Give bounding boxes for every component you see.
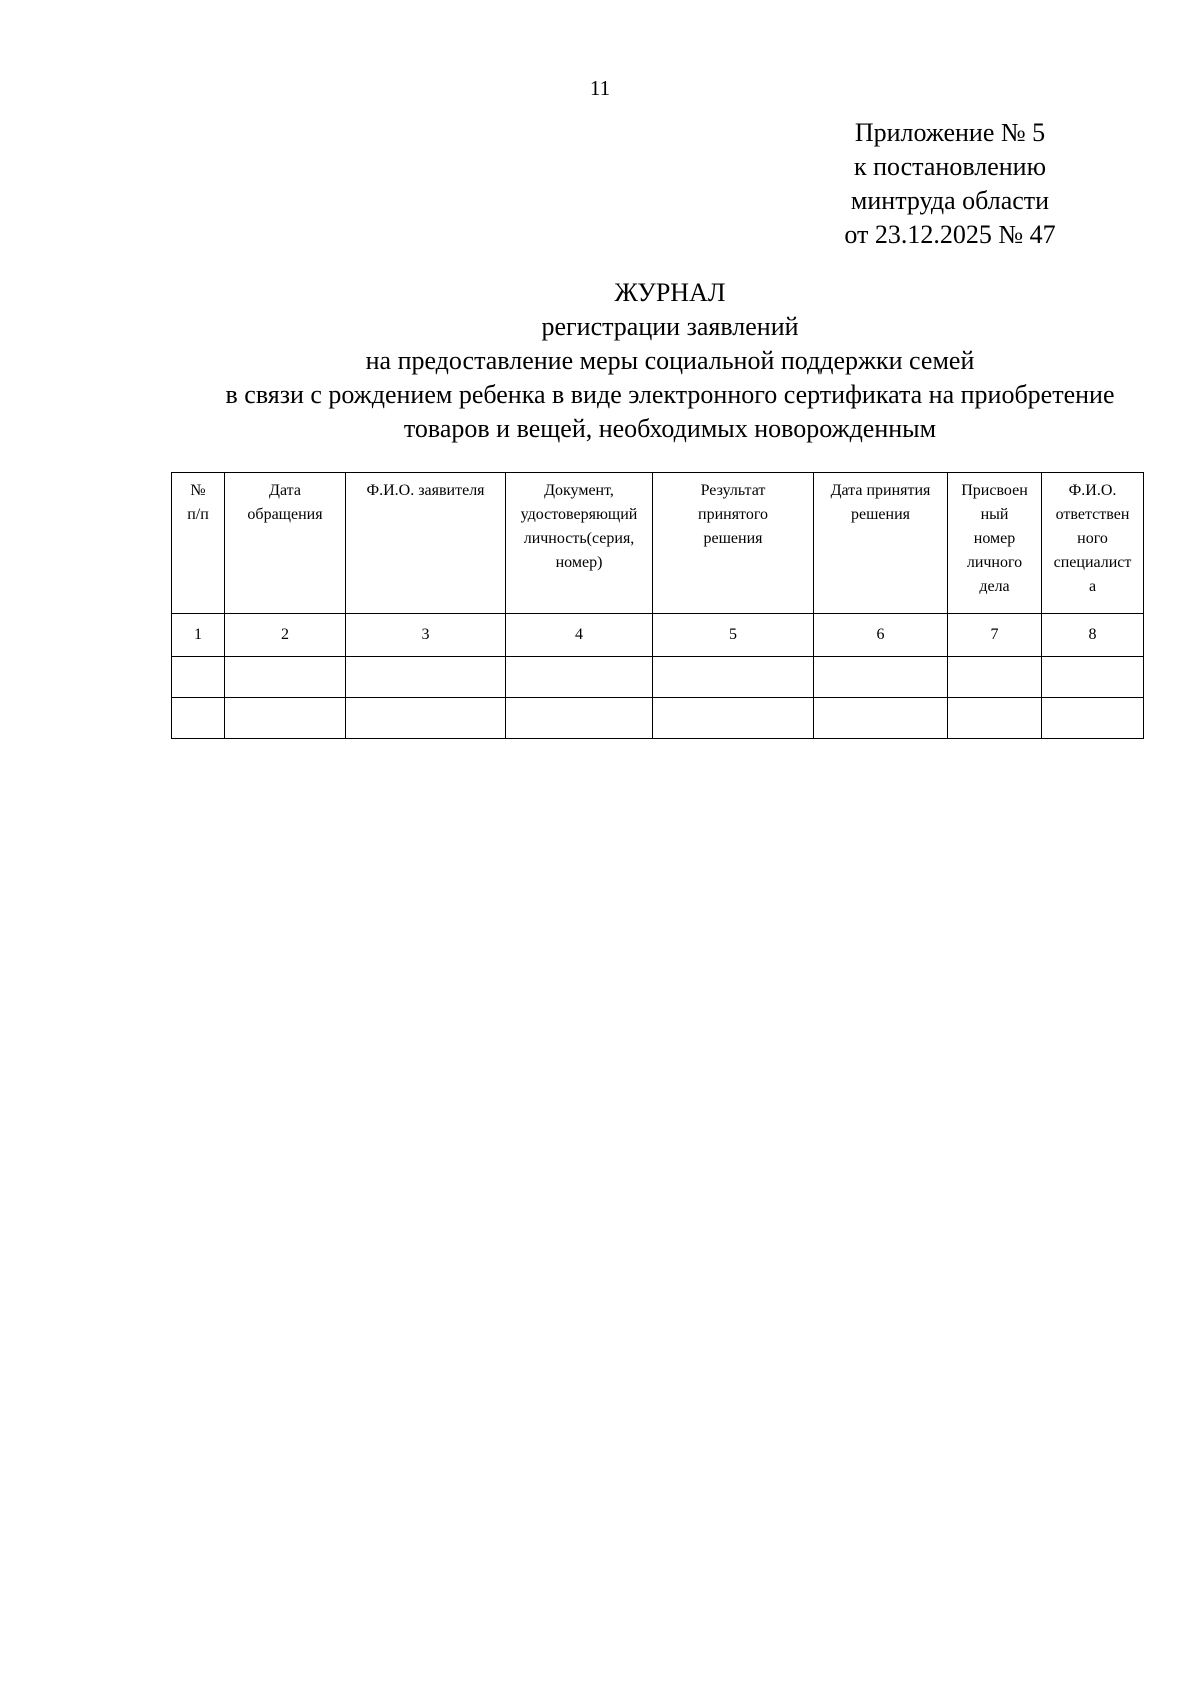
column-number-cell: 2 [225,614,346,657]
column-header-4-line-1: Документ, [544,482,614,499]
title-line-1: регистрации заявлений [541,312,799,341]
column-header-5 [653,473,814,614]
empty-cell [346,698,506,739]
column-header-2-line-2: обращения [247,506,323,523]
title-line-2: на предоставление меры социальной поддержки семей [365,346,975,375]
registration-journal-table [171,472,1144,739]
column-header-1-line-1: № [190,482,206,499]
column-number-cell: 6 [814,614,948,657]
column-header-8-line-1: Ф.И.О. [1068,482,1117,499]
empty-cell [506,657,653,698]
column-header-4 [506,473,653,614]
empty-cell [172,698,225,739]
column-header-8-line-3: ного [1077,530,1108,547]
empty-cell [506,698,653,739]
column-number-cell: 5 [653,614,814,657]
column-header-2 [225,473,346,614]
title-line-3: в связи с рождением ребенка в виде электронного сертификата на приобретение [225,380,1115,409]
column-header-7 [948,473,1042,614]
column-number-cell: 3 [346,614,506,657]
column-header-5-line-1: Результат [700,482,766,499]
column-header-8-line-2: ответствен [1055,506,1130,523]
page-number: 11 [589,76,611,100]
empty-cell [225,698,346,739]
column-header-1-line-2: п/п [187,506,209,523]
column-header-7-line-5: дела [979,578,1010,595]
column-header-1 [172,473,225,614]
column-number-cell: 7 [948,614,1042,657]
appendix-block [800,116,1100,252]
empty-cell [346,657,506,698]
empty-cell [1042,657,1144,698]
title-line-4: товаров и вещей, необходимых новорожденным [403,414,937,443]
table-header-row [172,473,1144,614]
column-header-7-line-2: ный [980,506,1009,523]
column-header-6-line-2: решения [850,506,910,523]
column-header-7-line-4: личного [966,554,1023,571]
column-header-8-line-5: а [1088,578,1097,595]
column-header-3 [346,473,506,614]
empty-cell [653,698,814,739]
empty-cell [172,657,225,698]
column-number-cell: 1 [172,614,225,657]
column-header-5-line-2: принятого [698,506,768,523]
appendix-line-1: Приложение № 5 [854,118,1046,147]
column-number-cell: 8 [1042,614,1144,657]
column-header-4-line-3: личность(серия, [523,530,635,547]
empty-cell [653,657,814,698]
title-heading: ЖУРНАЛ [614,278,726,307]
column-header-5-line-3: решения [703,530,763,547]
column-number-row [172,614,1144,657]
appendix-line-2: к постановлению [853,152,1047,181]
column-header-7-line-1: Присвоен [961,482,1028,499]
table-row [172,698,1144,739]
appendix-line-4: от 23.12.2025 № 47 [844,220,1056,249]
empty-cell [1042,698,1144,739]
column-header-4-line-2: удостоверяющий [520,506,638,523]
empty-cell [814,698,948,739]
column-header-2-line-1: Дата [269,482,301,499]
appendix-line-3: минтруда области [850,186,1050,215]
column-header-8 [1042,473,1144,614]
column-header-6 [814,473,948,614]
column-header-3-line-1: Ф.И.О. заявителя [366,482,485,499]
column-number-cell: 4 [506,614,653,657]
document-title [140,276,1200,446]
empty-cell [948,657,1042,698]
empty-cell [948,698,1042,739]
column-header-6-line-1: Дата принятия [830,482,931,499]
empty-cell [225,657,346,698]
column-header-8-line-4: специалист [1053,554,1132,571]
empty-cell [814,657,948,698]
column-header-7-line-3: номер [973,530,1016,547]
column-header-4-line-4: номер) [555,554,603,571]
table-row [172,657,1144,698]
